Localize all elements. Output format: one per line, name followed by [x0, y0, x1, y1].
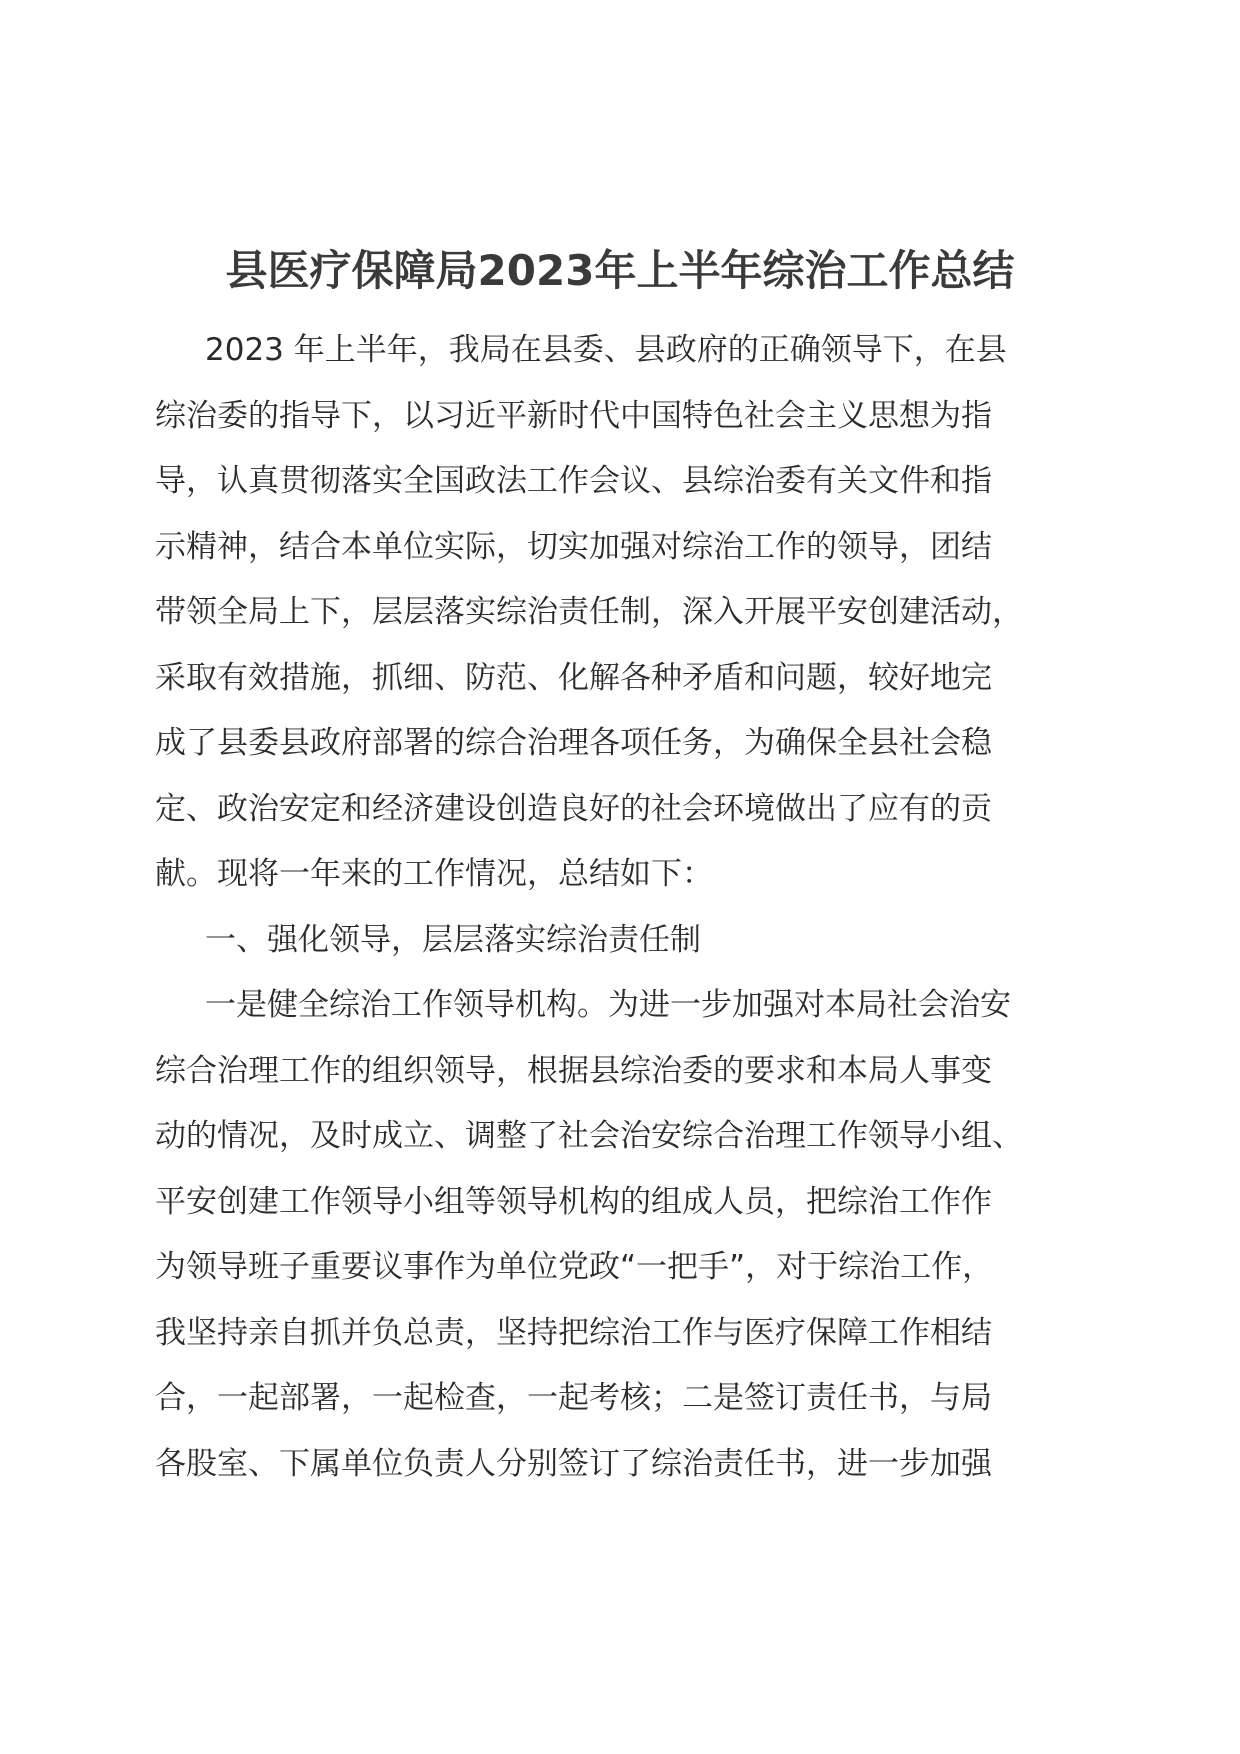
paragraph-line: 合，一起部署，一起检查，一起考核；二是签订责任书，与局 [155, 1380, 992, 1416]
paragraph-line: 为领导班子重要议事作为单位党政“一把手”，对于综治工作， [155, 1249, 994, 1285]
document-title: 县医疗保障局2023年上半年综治工作总结 [225, 246, 1015, 295]
paragraph-line: 成了县委县政府部署的综合治理各项任务，为确保全县社会稳 [155, 725, 992, 761]
paragraph-line: 动的情况，及时成立、调整了社会治安综合治理工作领导小组、 [155, 1118, 1023, 1154]
paragraph-line: 平安创建工作领导小组等领导机构的组成人员，把综治工作作 [155, 1183, 992, 1220]
paragraph-line: 综治委的指导下，以习近平新时代中国特色社会主义思想为指 [155, 397, 992, 434]
paragraph-line: 导，认真贯彻落实全国政法工作会议、县综治委有关文件和指 [155, 463, 992, 499]
paragraph-line: 定、政治安定和经济建设创造良好的社会环境做出了应有的贡 [155, 790, 992, 827]
paragraph-line: 一是健全综治工作领导机构。为进一步加强对本局社会治安 [205, 987, 1011, 1023]
paragraph-line: 综合治理工作的组织领导，根据县综治委的要求和本局人事变 [155, 1052, 992, 1089]
section-heading: 一、强化领导，层层落实综治责任制 [205, 921, 701, 958]
paragraph-line: 我坚持亲自抓并负总责，坚持把综治工作与医疗保障工作相结 [155, 1314, 992, 1351]
paragraph-line: 示精神，结合本单位实际，切实加强对综治工作的领导，团结 [155, 528, 992, 565]
paragraph-line: 献。现将一年来的工作情况，总结如下： [155, 856, 713, 892]
paragraph-line: 采取有效措施，抓细、防范、化解各种矛盾和问题，较好地完 [155, 659, 992, 696]
document-body [155, 318, 1085, 1497]
paragraph-line: 带领全局上下，层层落实综治责任制，深入开展平安创建活动， [155, 594, 1023, 630]
paragraph-line: 各股室、下属单位负责人分别签订了综治责任书，进一步加强 [155, 1445, 992, 1482]
paragraph-line: 2023 年上半年，我局在县委、县政府的正确领导下，在县 [205, 332, 1007, 368]
